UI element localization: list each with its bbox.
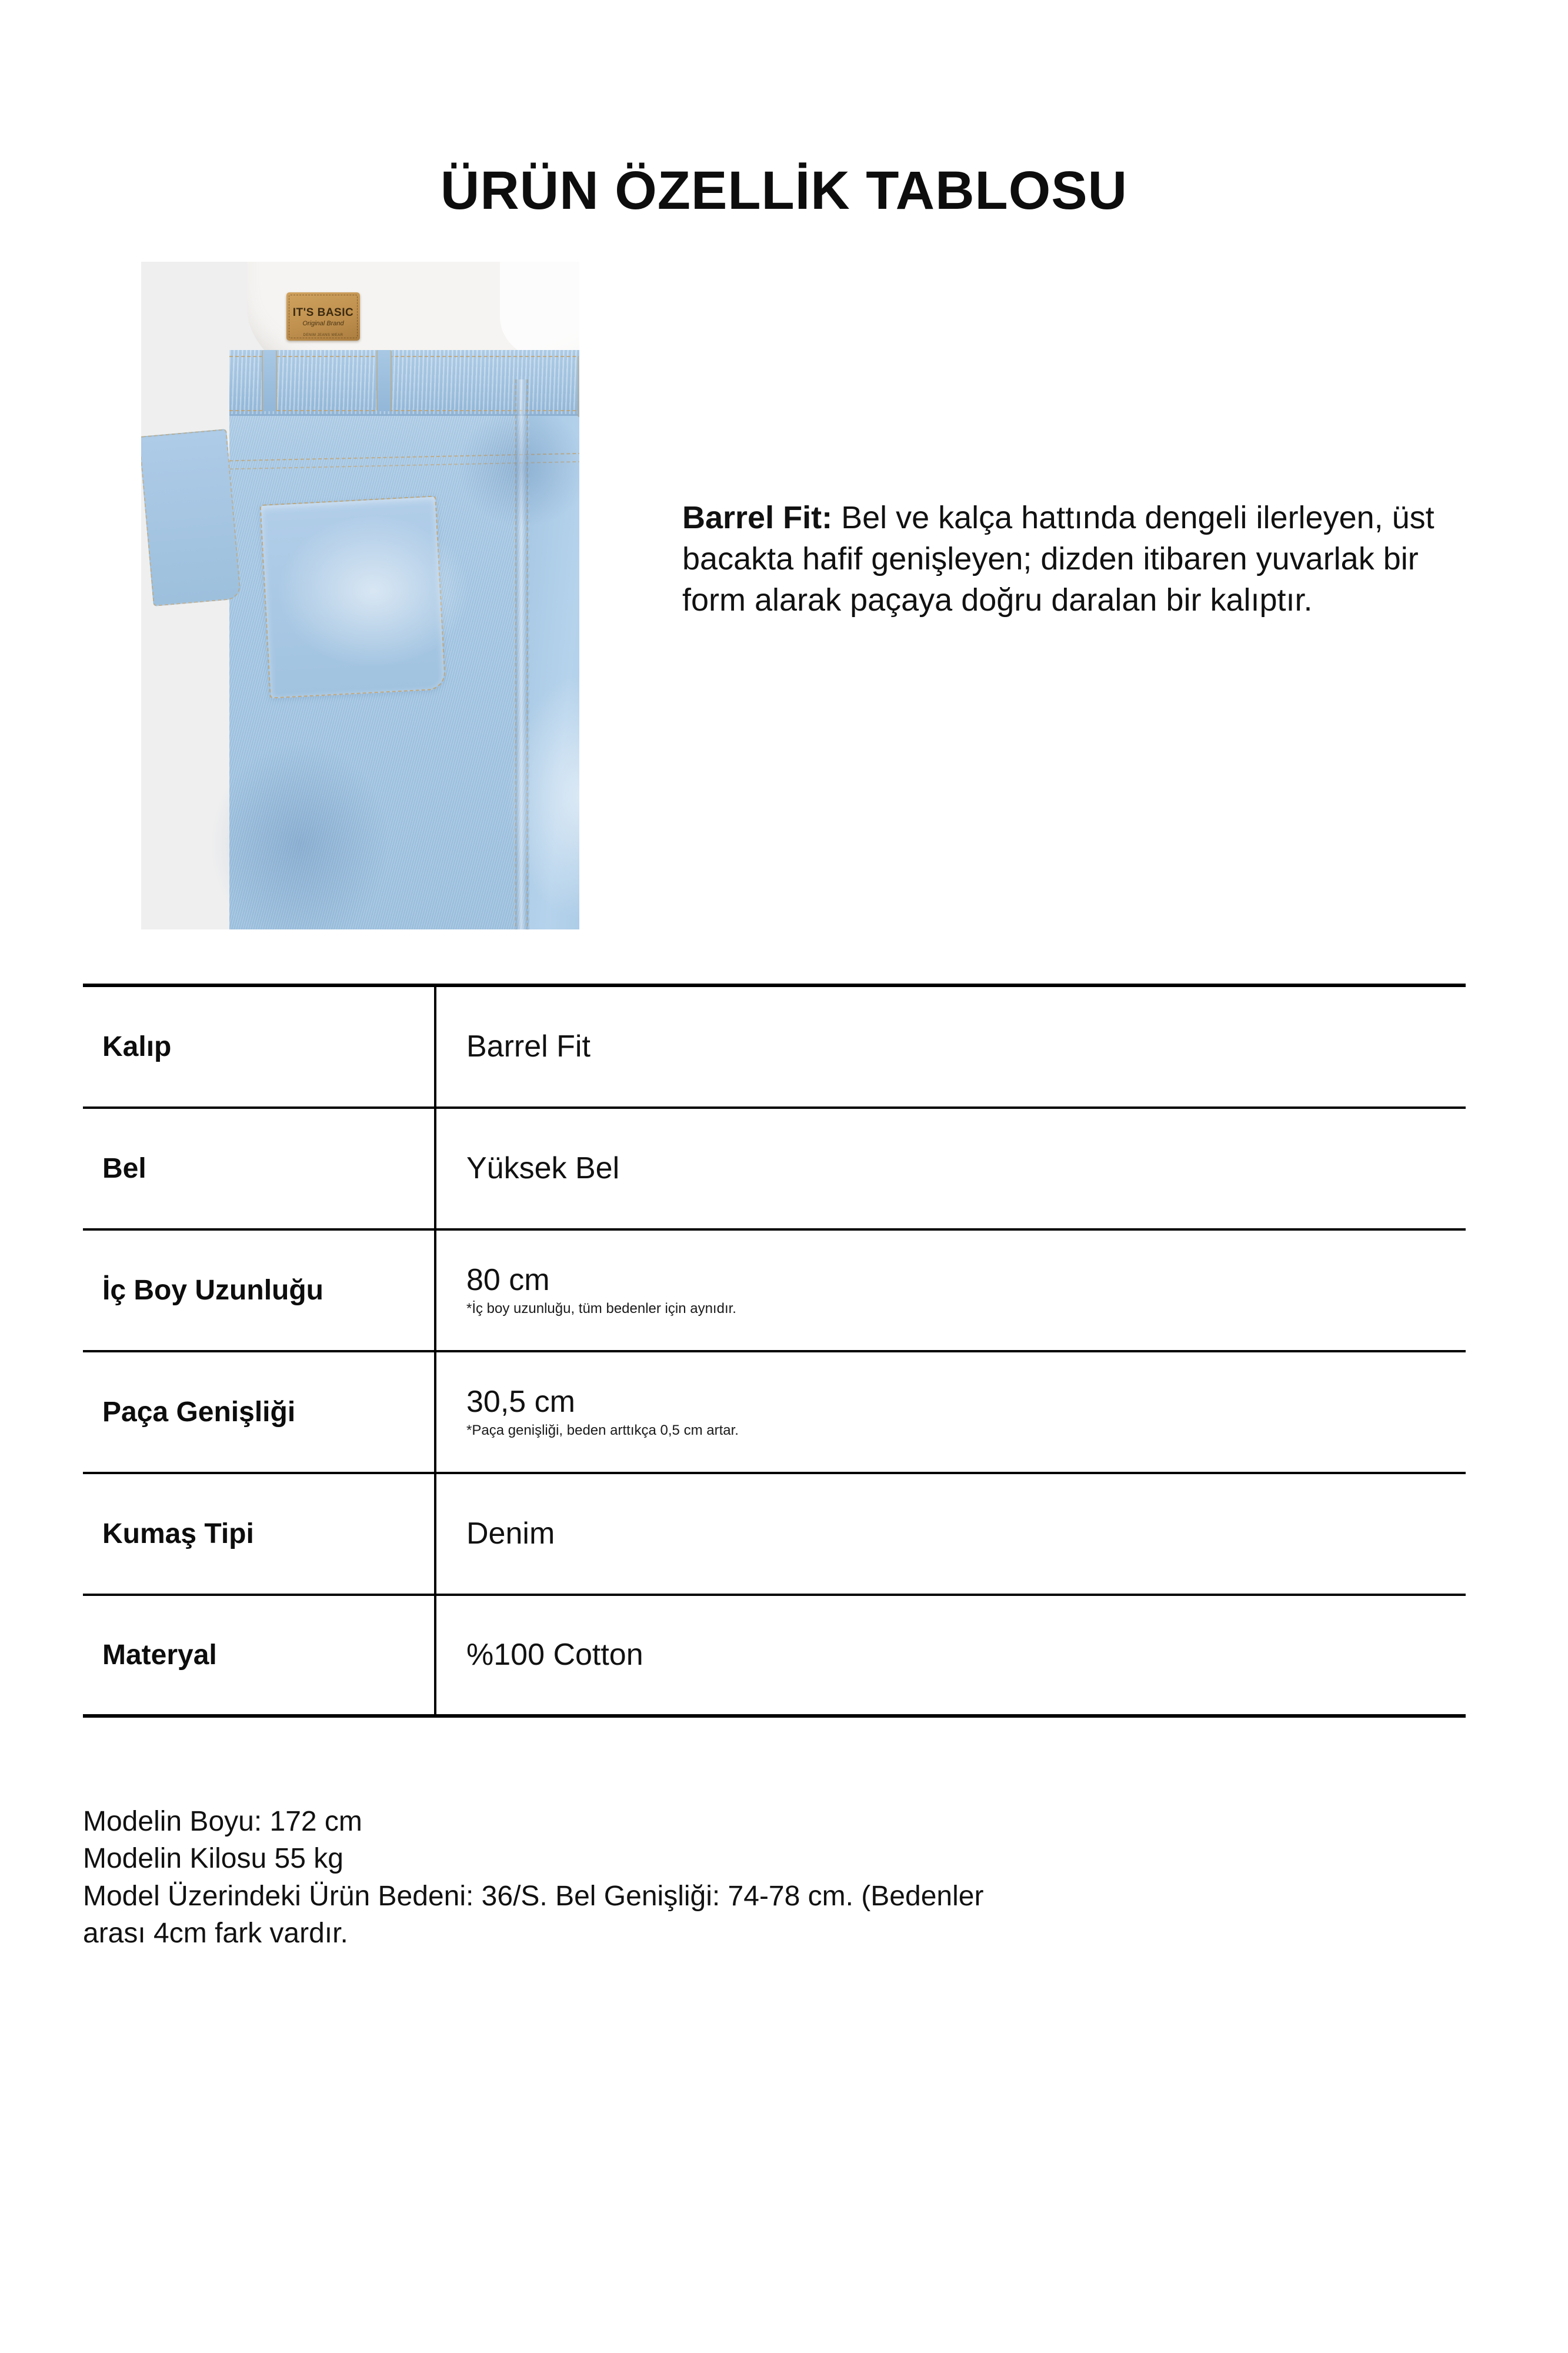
table-row bbox=[83, 1109, 1466, 1231]
spec-value-cell bbox=[434, 1473, 1466, 1595]
garment-fold bbox=[500, 262, 579, 362]
spec-value: Yüksek Bel bbox=[466, 1151, 620, 1185]
back-pocket-right bbox=[260, 495, 446, 698]
spec-value-cell bbox=[434, 1594, 1466, 1716]
specification-table bbox=[83, 984, 1466, 1718]
spec-key: Materyal bbox=[102, 1639, 217, 1671]
spec-value-cell bbox=[434, 986, 1466, 1108]
fit-description bbox=[682, 497, 1482, 621]
spec-key: Paça Genişliği bbox=[102, 1397, 296, 1428]
table-row bbox=[83, 1596, 1466, 1718]
page-title: ÜRÜN ÖZELLİK TABLOSU bbox=[440, 161, 1128, 221]
waistband-stitch-top bbox=[229, 356, 579, 357]
table-row bbox=[83, 1231, 1466, 1352]
spec-value-cell bbox=[434, 1351, 1466, 1473]
table-row bbox=[83, 1352, 1466, 1474]
brand-patch-subtitle: Original Brand bbox=[302, 320, 344, 327]
outseam-stitch bbox=[515, 379, 528, 929]
spec-value: Barrel Fit bbox=[466, 1029, 590, 1064]
model-weight-line: Modelin Kilosu 55 kg bbox=[83, 1843, 343, 1875]
spec-key: İç Boy Uzunluğu bbox=[102, 1275, 323, 1306]
spec-value: 30,5 cm bbox=[466, 1384, 575, 1419]
model-size-line: Model Üzerindeki Ürün Bedeni: 36/S. Bel Genişliği: 74-78 cm. (Bedenler bbox=[83, 1880, 984, 1912]
size-difference-line: arası 4cm fark vardır. bbox=[83, 1918, 348, 1949]
spec-value: Denim bbox=[466, 1516, 555, 1551]
brand-patch-name: IT'S BASIC bbox=[292, 306, 354, 319]
fit-description-body: Bel ve kalça hattında dengeli ilerleyen, üst bacakta hafif genişleyen; dizden itibaren yuvarlak bir form alarak paçaya doğru daralan bir kalıptır. bbox=[682, 500, 1434, 618]
denim-leg-side-panel bbox=[529, 415, 579, 929]
belt-loop-center bbox=[376, 350, 392, 411]
back-pocket-left bbox=[141, 429, 241, 606]
table-row bbox=[83, 987, 1466, 1109]
spec-note: *Paça genişliği, beden arttıkça 0,5 cm artar. bbox=[466, 1422, 739, 1438]
spec-key: Kalıp bbox=[102, 1031, 172, 1062]
belt-loop-left bbox=[262, 350, 277, 411]
spec-value: %100 Cotton bbox=[466, 1637, 643, 1672]
spec-value-cell bbox=[434, 1229, 1466, 1351]
table-row bbox=[83, 1474, 1466, 1596]
fit-description-lead: Barrel Fit: bbox=[682, 500, 833, 535]
spec-note: *İç boy uzunluğu, tüm bedenler için aynıdır. bbox=[466, 1300, 736, 1317]
spec-value-cell bbox=[434, 1108, 1466, 1229]
spec-key: Bel bbox=[102, 1153, 146, 1184]
model-info-footer bbox=[83, 1803, 1494, 1952]
spec-value: 80 cm bbox=[466, 1262, 550, 1297]
belt-loop-right bbox=[578, 356, 579, 417]
spec-key: Kumaş Tipi bbox=[102, 1518, 254, 1549]
model-height-line: Modelin Boyu: 172 cm bbox=[83, 1806, 362, 1837]
brand-patch bbox=[286, 292, 360, 341]
brand-patch-micro-text: DENIM JEANS WEAR bbox=[303, 334, 343, 337]
product-photo bbox=[141, 262, 579, 929]
